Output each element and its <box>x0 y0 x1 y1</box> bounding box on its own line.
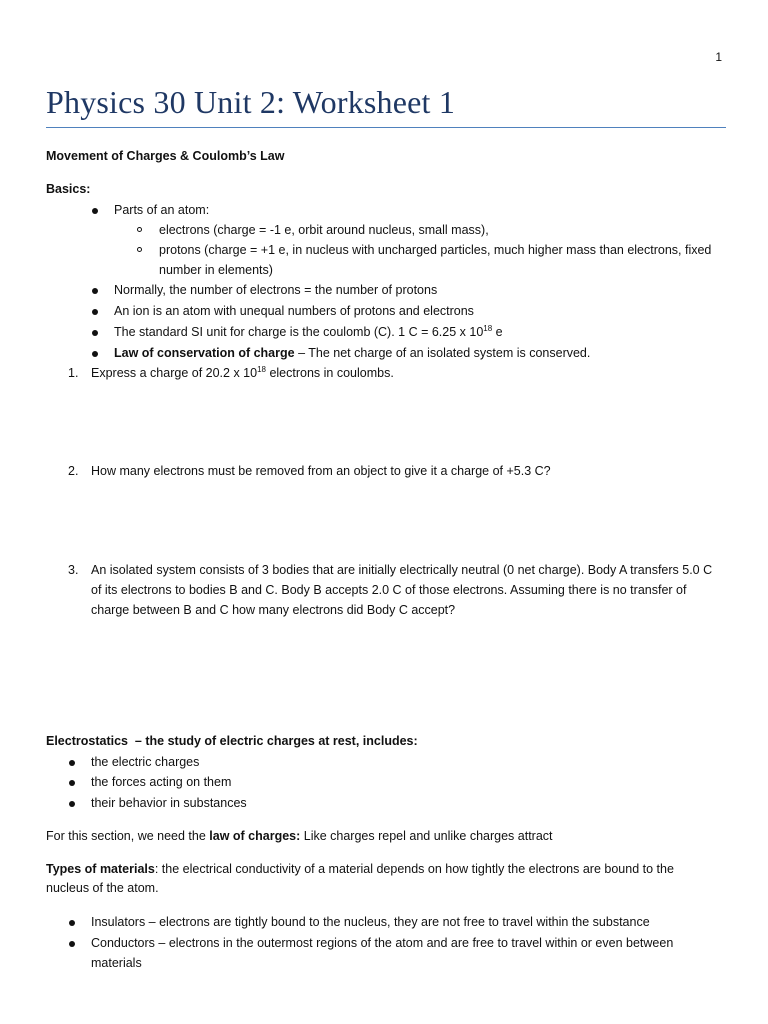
question-number: 2. <box>68 464 79 478</box>
protons-item-line1: protons (charge = +1 e, in nucleus with uncharged particles, much higher mass than electrons, fixed <box>159 243 712 257</box>
parts-of-atom: Parts of an atom: <box>114 203 210 217</box>
electrostatics-item: the electric charges <box>91 755 200 769</box>
bullet-icon <box>69 780 75 786</box>
electrostatics-item: their behavior in substances <box>91 796 247 810</box>
normally-item: Normally, the number of electrons = the number of protons <box>114 283 438 297</box>
conservation-label: Law of conservation of charge <box>114 346 295 360</box>
law-of-charges-label: law of charges: <box>209 829 301 843</box>
electrostatics-definition: – the study of electric charges at rest, includes: <box>127 734 418 748</box>
question-3-line1: An isolated system consists of 3 bodies that are initially electrically neutral (0 net charge). Body A transfers 5.0 C <box>91 563 713 577</box>
bullet-icon <box>92 330 98 336</box>
electrons-item: electrons (charge = -1 e, orbit around nucleus, small mass), <box>159 223 489 237</box>
conservation-text: – The net charge of an isolated system is conserved. <box>294 346 591 360</box>
circle-bullet-icon <box>137 247 142 252</box>
protons-item-line2: number in elements) <box>159 263 273 277</box>
types-of-materials-line2: nucleus of the atom. <box>46 881 159 895</box>
question-1 <box>91 363 394 383</box>
conservation-item <box>114 343 590 363</box>
question-2: How many electrons must be removed from an object to give it a charge of +5.3 C? <box>91 464 551 478</box>
si-unit-end: e <box>492 325 503 339</box>
bullet-icon <box>69 920 75 926</box>
bullet-icon <box>69 760 75 766</box>
types-of-materials-label: Types of materials <box>46 862 155 876</box>
question-1-exponent: 18 <box>257 365 266 374</box>
title-underline <box>46 127 726 128</box>
bullet-icon <box>92 288 98 294</box>
question-number: 1. <box>68 366 79 380</box>
question-1-text-a: Express a charge of 20.2 x 10 <box>91 366 258 380</box>
types-of-materials-text: : the electrical conductivity of a material depends on how tightly the electrons are bound to the <box>154 862 674 876</box>
law-of-charges-text: Like charges repel and unlike charges attract <box>300 829 553 843</box>
ion-item: An ion is an atom with unequal numbers of protons and electrons <box>114 304 474 318</box>
conductors-item-line1: Conductors – electrons in the outermost regions of the atom and are free to travel within or even between <box>91 936 674 950</box>
basics-heading: Basics: <box>46 182 91 196</box>
bullet-icon <box>69 941 75 947</box>
bullet-icon <box>92 351 98 357</box>
insulators-item: Insulators – electrons are tightly bound to the nucleus, they are not free to travel within the substance <box>91 915 650 929</box>
si-unit-text: The standard SI unit for charge is the coulomb (C). 1 C = 6.25 x 10 <box>114 325 484 339</box>
si-unit-exponent: 18 <box>483 324 493 333</box>
question-3-line2: of its electrons to bodies B and C. Body B accepts 2.0 C of those electrons. Assuming there is no transfer of <box>91 583 687 597</box>
electrostatics-item: the forces acting on them <box>91 775 232 789</box>
circle-bullet-icon <box>137 227 142 232</box>
page-title: Physics 30 Unit 2: Worksheet 1 <box>46 84 456 120</box>
electrostatics-heading <box>46 731 418 751</box>
bullet-icon <box>92 309 98 315</box>
si-unit-item <box>114 322 503 342</box>
bullet-icon <box>92 208 98 214</box>
question-3-line3: charge between B and C how many electrons did Body C accept? <box>91 603 456 617</box>
types-of-materials-line1 <box>46 859 674 879</box>
page-number: 1 <box>715 50 722 64</box>
bullet-icon <box>69 801 75 807</box>
conductors-item-line2: materials <box>91 956 142 970</box>
question-1-text-b: electrons in coulombs. <box>265 366 394 380</box>
question-number: 3. <box>68 563 79 577</box>
electrostatics-term: Electrostatics <box>46 734 128 748</box>
law-of-charges <box>46 826 553 846</box>
law-of-charges-prefix: For this section, we need the <box>46 829 210 843</box>
section-heading: Movement of Charges & Coulomb’s Law <box>46 149 285 163</box>
